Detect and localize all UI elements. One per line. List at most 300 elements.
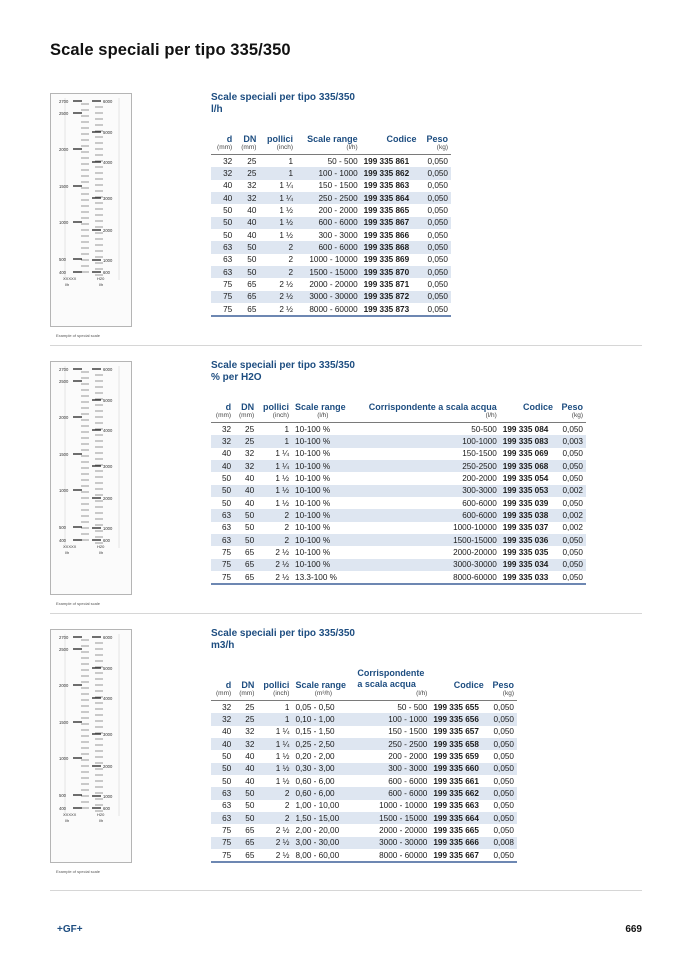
table-cell: 200 - 2000 [318,206,358,216]
table-cell: 199 335 083 [500,435,556,447]
scale-label: 500 [59,793,66,798]
table-cell: 199 335 038 [500,509,556,521]
table-cell: 200-2000 [462,474,497,484]
table-cell: 50 [223,206,233,216]
table-cell: 1 [257,435,292,447]
table-cell: 63 [211,241,235,253]
table-cell: 63 [211,266,235,278]
gf-logo: +GF+ [57,924,83,935]
table-cell: 0,050 [427,206,448,216]
table-cell: 25 [234,713,257,725]
scale-label: 600 [103,538,110,543]
table-cell: 0,050 [420,192,451,204]
table-cell: 0,002 [556,485,586,497]
table-cell: 0,050 [487,763,517,775]
table-cell: 2000-20000 [453,548,497,558]
table-cell: 1 ½ [275,498,290,508]
table-row [211,241,451,253]
table-cell: 1500 - 15000 [296,266,361,278]
scale-label: 2000 [59,415,69,420]
table-cell: 0,050 [493,752,514,762]
table-cell: 50 [234,509,257,521]
table-cell: 0,050 [420,266,451,278]
table-cell: 199 335 862 [361,167,420,179]
table-cell: 40 [234,485,257,497]
table-cell: 50-500 [471,424,497,434]
unit-row [211,144,451,155]
table-cell: 13.3-100 % [292,571,354,584]
unit-pollici: (inch) [257,412,292,423]
table-cell: 65 [234,559,257,571]
table-cell: 50 [234,812,257,824]
table-row [211,266,451,278]
table-cell: 0,050 [420,291,451,303]
table-cell: 199 335 664 [430,812,486,824]
table-cell: 199 335 655 [433,702,479,712]
table-cell: 75 [211,837,234,849]
table-cell: 2 ½ [257,837,292,849]
table-cell: 40 [247,206,257,216]
table-row [211,800,517,812]
table-cell: 0,050 [487,787,517,799]
scale-caption: Example of special scale [56,601,101,606]
unit-peso: (kg) [556,412,586,423]
table-row [211,509,586,521]
table-cell: 0,050 [493,776,514,786]
unit-row [211,690,517,701]
table-cell: 250-2500 [354,460,500,472]
table-cell: 32 [245,727,255,737]
table-cell: 63 [211,787,234,799]
table-cell: 75 [223,280,233,290]
scale-label: 2500 [59,379,69,384]
table-cell: 199 335 039 [502,498,549,508]
col-pollici: pollici [263,402,290,412]
table-cell: 10-100 % [292,559,354,571]
scale-unit-label: XXXXX [63,544,77,549]
table-cell: 1,50 - 15,00 [292,812,354,824]
section-m3-h [50,586,642,876]
table-cell: 150-1500 [462,449,497,459]
table-cell: 0,05 - 0,50 [295,702,335,712]
table-cell: 199 335 068 [500,460,556,472]
table-cell: 100 - 1000 [354,713,430,725]
table-cell: 10-100 % [292,460,354,472]
table-cell: 40 [245,776,255,786]
col-peso: Peso [426,134,448,144]
table-cell: 0,050 [427,255,448,265]
table-cell: 32 [223,156,233,166]
scale-unit-label: l/h [99,818,104,823]
scale-unit-label: XXXXX [63,812,77,817]
unit-d: (mm) [211,412,234,423]
table-cell: 2 [257,812,292,824]
table-cell: 25 [235,167,259,179]
table-cell: 65 [234,837,257,849]
table-cell: 32 [235,192,259,204]
table-cell: 0,008 [487,837,517,849]
table-cell: 0,050 [427,230,448,240]
table-cell: 199 335 873 [361,303,420,316]
table-cell: 50 [211,485,234,497]
table-cell: 600-6000 [462,498,497,508]
table-cell: 3000 - 30000 [296,291,361,303]
table-cell: 0,050 [493,801,514,811]
scale-label: 1000 [59,220,69,225]
table-cell: 1500 - 15000 [354,812,430,824]
unit-pollici: (inch) [259,144,296,155]
table-cell: 199 335 053 [500,485,556,497]
scale-label: 2700 [59,635,69,640]
table-cell: 40 [245,752,255,762]
table-cell: 75 [222,826,232,836]
table-cell: 199 335 034 [500,559,556,571]
table-cell: 2 ½ [279,280,293,290]
table-row [211,291,451,303]
scale-unit-label: XXXXX [63,276,77,281]
scale-label: 400 [59,806,66,811]
scale-label: 2000 [103,496,113,501]
scale-label: 3000 [103,464,113,469]
table-row [211,713,517,725]
table-cell: 10-100 % [295,424,331,434]
col-pollici: pollici [266,134,293,144]
unit-codice [361,144,420,155]
table-cell: 199 335 667 [430,849,486,862]
table-cell: 250 - 2500 [354,738,430,750]
table-row [211,787,517,799]
table-cell: 32 [211,435,234,447]
scale-label: 3000 [103,732,113,737]
table-cell: 40 [234,763,257,775]
table-cell: 8,00 - 60,00 [292,849,354,862]
unit-d: (mm) [211,690,234,701]
scale-unit-label: l/h [65,818,70,823]
scale-label: 2700 [59,367,69,372]
table-body [211,701,517,863]
table-cell: 1 ¼ [279,181,293,191]
scale-label: 400 [59,538,66,543]
table-cell: 0,050 [420,303,451,316]
table-row [211,180,451,192]
table-cell: 1 ½ [275,474,290,484]
scale-unit-label: H20 [97,544,105,549]
table-row [211,750,517,762]
table-cell: 63 [211,534,234,546]
table-cell: 40 [235,217,259,229]
table-cell: 2000 - 20000 [379,826,428,836]
table-row [211,155,451,168]
table-cell: 2 [257,509,292,521]
col-codice: Codice [453,680,484,690]
scale-table-l-h [211,132,451,317]
table-cell: 2 [257,787,292,799]
table-row [211,472,586,484]
table-row [211,546,586,558]
header-row [211,400,586,412]
table-cell: 1 [284,424,290,434]
table-cell: 0,10 - 1,00 [292,713,354,725]
table-cell: 0,050 [493,727,514,737]
table-cell: 199 335 037 [502,523,549,533]
col-d: d [226,134,233,144]
scale-label: 500 [59,257,66,262]
table-cell: 50 [211,217,235,229]
table-cell: 0,20 - 2,00 [295,752,335,762]
table-cell: 199 335 866 [363,230,410,240]
scale-label: 6000 [103,635,113,640]
table-cell: 50 [211,763,234,775]
table-cell: 1500-15000 [354,534,500,546]
table-row [211,204,451,216]
table-cell: 600-6000 [354,509,500,521]
table-cell: 199 335 054 [502,474,549,484]
scale-unit-label: l/h [99,550,104,555]
table-row [211,485,586,497]
table-row [211,460,586,472]
table-cell: 32 [234,460,257,472]
table-cell: 50 [247,255,257,265]
table-row [211,192,451,204]
table-cell: 1 [288,156,293,166]
table-cell: 50 - 500 [397,702,428,712]
table-cell: 63 [223,255,233,265]
table-cell: 3000 - 30000 [354,837,430,849]
table-row [211,849,517,862]
table-cell: 0,003 [556,435,586,447]
table-cell: 2 [259,241,296,253]
scale-label: 1000 [103,258,113,263]
table-cell: 75 [211,291,235,303]
table-cell: 1 [259,167,296,179]
table-cell: 0,002 [556,509,586,521]
section-l-h [50,50,642,340]
table-cell: 199 335 665 [433,826,479,836]
table-cell: 1 ¼ [275,449,290,459]
scale-label: 5000 [103,398,113,403]
unit-dn: (mm) [234,412,257,423]
table-cell: 100-1000 [354,435,500,447]
scale-label: 2500 [59,111,69,116]
table-cell: 40 [247,230,257,240]
table-cell: 199 335 666 [430,837,486,849]
table-row [211,229,451,241]
unit-scale-range: (l/h) [296,144,361,155]
table-cell: 2 ½ [275,826,290,836]
table-row [211,559,586,571]
unit-peso: (kg) [487,690,517,701]
table-cell: 2000 - 20000 [309,280,358,290]
table-cell: 150 - 1500 [318,181,358,191]
table-cell: 199 335 871 [363,280,410,290]
table-cell: 40 [222,727,232,737]
table-cell: 2 ½ [275,548,290,558]
scale-label: 4000 [103,696,113,701]
table-cell: 75 [211,303,235,316]
table-cell: 199 335 033 [500,571,556,584]
table-cell: 0,050 [562,548,583,558]
table-cell: 1000 - 10000 [379,801,428,811]
table-cell: 600 - 6000 [388,776,428,786]
table-cell: 199 335 657 [433,727,479,737]
table-row [211,775,517,787]
table-cell: 3000-30000 [354,559,500,571]
table-cell: 199 335 035 [502,548,549,558]
table-cell: 0,002 [562,523,583,533]
table-cell: 65 [235,291,259,303]
table-row [211,167,451,179]
table-cell: 32 [211,167,235,179]
scale-label: 2000 [103,764,113,769]
scale-label: 1000 [59,488,69,493]
table-cell: 40 [223,181,233,191]
table-title: Scale speciali per tipo 335/350 l/h [211,92,355,115]
scale-drawing [51,630,133,864]
table-cell: 40 [245,474,255,484]
table-cell: 0,30 - 3,00 [292,763,354,775]
table-row [211,303,451,316]
table-cell: 50 [235,266,259,278]
table-cell: 0,050 [487,812,517,824]
table-cell: 0,050 [556,460,586,472]
unit-pollici: (inch) [257,690,292,701]
scale-label: 400 [59,270,66,275]
scale-label: 600 [103,270,110,275]
table-cell: 0,60 - 6,00 [295,776,335,786]
scale-label: 2000 [103,228,113,233]
table-cell: 199 335 861 [363,156,410,166]
table-cell: 63 [211,509,234,521]
col-d: d [225,402,232,412]
table-cell: 0,050 [427,156,448,166]
section-divider [50,890,642,891]
scale-label: 2500 [59,647,69,652]
table-cell: 50 [221,474,232,484]
table-cell: 75 [221,548,232,558]
scale-caption: Example of special scale [56,869,101,874]
table-cell: 199 335 867 [361,217,420,229]
unit-dn: (mm) [234,690,257,701]
scale-drawing [51,94,133,328]
table-cell: 199 335 069 [502,449,549,459]
table-cell: 50 [234,787,257,799]
table-row [211,837,517,849]
unit-scale-range: (m³/h) [292,690,354,701]
table-cell: 32 [234,738,257,750]
table-row [211,448,586,460]
table-row [211,497,586,509]
scale-table-percent [211,400,586,585]
table-cell: 65 [245,826,255,836]
table-row [211,726,517,738]
table-cell: 2 [257,534,292,546]
table-cell: 50 [223,230,233,240]
table-row [211,254,451,266]
unit-d: (mm) [211,144,235,155]
table-cell: 40 [211,192,235,204]
table-row [211,701,517,714]
special-scale-image [50,93,132,327]
scale-unit-label: l/h [65,282,70,287]
table-cell: 0,050 [420,241,451,253]
table-cell: 1 ¼ [257,460,292,472]
table-cell: 0,050 [420,167,451,179]
unit-corrispondente: (l/h) [354,690,430,701]
table-cell: 10-100 % [295,498,331,508]
table-cell: 600 - 6000 [296,241,361,253]
scale-label: 4000 [103,160,113,165]
table-cell: 0,050 [556,534,586,546]
table-cell: 199 335 869 [363,255,410,265]
table-row [211,435,586,447]
table-cell: 40 [211,738,234,750]
scale-label: 1500 [59,184,69,189]
table-cell: 25 [247,156,257,166]
table-cell: 10-100 % [295,548,331,558]
table-cell: 1 ½ [257,485,292,497]
table-row [211,812,517,824]
table-cell: 2 [284,523,290,533]
table-cell: 0,050 [562,424,583,434]
scale-unit-label: H20 [97,276,105,281]
scale-label: 600 [103,806,110,811]
table-cell: 199 335 084 [502,424,549,434]
table-cell: 0,050 [487,738,517,750]
unit-scale-range: (l/h) [292,412,354,423]
table-cell: 2 ½ [257,849,292,862]
table-cell: 0,050 [487,713,517,725]
table-cell: 10-100 % [292,485,354,497]
unit-codice [430,690,486,701]
col-codice: Codice [386,134,417,144]
table-cell: 0,050 [562,474,583,484]
table-row [211,571,586,584]
table-cell: 75 [211,571,234,584]
table-cell: 32 [245,449,255,459]
table-cell: 32 [221,424,232,434]
table-cell: 2 ½ [259,303,296,316]
scale-label: 2700 [59,99,69,104]
table-cell: 199 335 036 [500,534,556,546]
table-cell: 10-100 % [295,474,331,484]
table-cell: 0,60 - 6,00 [292,787,354,799]
scale-label: 2000 [59,683,69,688]
table-cell: 50 [221,498,232,508]
table-cell: 32 [222,702,232,712]
scale-unit-label: l/h [65,550,70,555]
unit-peso: (kg) [420,144,451,155]
table-cell: 75 [211,559,234,571]
unit-dn: (mm) [235,144,259,155]
col-codice: Codice [522,402,553,412]
table-cell: 40 [211,460,234,472]
section-percent-h2o [50,318,642,608]
table-row [211,763,517,775]
table-cell: 2 [284,801,290,811]
header-row [211,668,517,690]
table-cell: 2 ½ [259,291,296,303]
scale-label: 500 [59,525,66,530]
table-cell: 63 [222,801,232,811]
table-cell: 25 [234,435,257,447]
col-scale-range: Scale range [295,402,346,412]
col-pollici: pollici [263,680,290,690]
header-row [211,132,451,144]
table-cell: 0,15 - 1,50 [295,727,335,737]
table-cell: 0,050 [493,702,514,712]
table-cell: 50 [222,776,232,786]
table-cell: 2 ½ [257,559,292,571]
